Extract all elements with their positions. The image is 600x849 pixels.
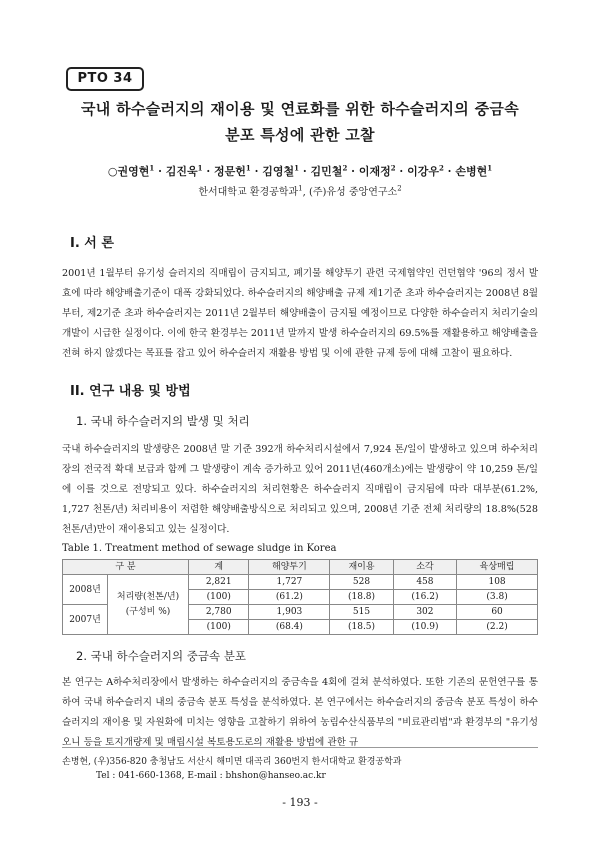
- author-affiliation-mark: 1: [197, 163, 203, 173]
- affiliations: [40, 183, 560, 198]
- table-cell: (18.5): [330, 620, 393, 635]
- table-cell: 302: [393, 605, 456, 620]
- table-cell: (10.9): [393, 620, 456, 635]
- footnote-contact: Tel : 041-660-1368, E-mail : bhshon@hanseo.ac.kr: [96, 771, 326, 781]
- heavy-metals-paragraph: 본 연구는 A하수처리장에서 발생하는 하수슬러지의 중금속을 4회에 걸쳐 분석하였다. 또한 기존의 문헌연구를 통하여 국내 하수슬러지 내의 중금속 분포 특성을 분석하였다. 본 연구에서는 하수슬러지의 중금속 분포 특성이 하수슬러지의 재이용 및 자원화에 미치는 영향을 고찰하기 위하여 농림수산식품부의 "비료관리법"과 환경부의 "유기성오니 등을 토지개량제 및 매립시설 복토용도로의 재활용 방법에 관한 규: [62, 677, 538, 748]
- unit-label-line1: 처리량(천톤/년): [116, 591, 180, 602]
- author-name: 김진욱: [165, 165, 198, 178]
- author-separator: ·: [347, 165, 359, 178]
- author-separator: ·: [202, 165, 215, 178]
- table-header-landfill: 육상매립: [457, 560, 538, 575]
- author-name: 김민철: [310, 165, 343, 178]
- table-cell: 1,903: [249, 605, 330, 620]
- table-header-row: [63, 560, 538, 575]
- affiliation-2-mark: 2: [397, 184, 402, 193]
- table-header-incineration: 소각: [393, 560, 456, 575]
- table-cell: 108: [457, 575, 538, 590]
- table-header-ocean: 해양투기: [249, 560, 330, 575]
- table-cell: (16.2): [393, 590, 456, 605]
- footnote-address: 손병현, (우)356-820 충청남도 서산시 해미면 대곡리 360번지 한서대학교 환경공학과: [62, 757, 402, 767]
- author-separator: ·: [299, 165, 311, 178]
- treatment-table: [62, 559, 538, 635]
- author-separator: ·: [250, 165, 263, 178]
- table-cell: (100): [189, 590, 249, 605]
- table-row: [63, 575, 538, 590]
- table-caption: Table 1. Treatment method of sewage sludge in Korea: [62, 543, 337, 554]
- table-cell: 60: [457, 605, 538, 620]
- author-name: 이재정: [358, 165, 391, 178]
- page-number: - 193 -: [282, 796, 318, 809]
- session-code-badge: PTO 34: [66, 67, 144, 91]
- section-heading-methods: II. 연구 내용 및 방법: [70, 384, 191, 399]
- table-cell-unit-label: [108, 575, 189, 635]
- table-cell: 2,821: [189, 575, 249, 590]
- unit-label-line2: (구성비 %): [125, 606, 171, 617]
- table-cell: 528: [330, 575, 393, 590]
- author-name: 김영철: [262, 165, 295, 178]
- affiliation-separator: ,: [302, 187, 309, 198]
- table-cell: (18.8): [330, 590, 393, 605]
- table-header-reuse: 재이용: [330, 560, 393, 575]
- paper-title-line1: 국내 하수슬러지의 재이용 및 연료화를 위한 하수슬러지의 중금속: [81, 100, 519, 118]
- author-affiliation-mark: 1: [487, 163, 493, 173]
- author-affiliation-mark: 1: [149, 163, 155, 173]
- table-cell-year: 2007년: [63, 605, 108, 635]
- footnote-divider: [62, 747, 538, 748]
- table-cell: (3.8): [457, 590, 538, 605]
- author-separator: ·: [154, 165, 166, 178]
- author-separator: ·: [443, 165, 456, 178]
- table-cell: 2,780: [189, 605, 249, 620]
- author-separator: ·: [395, 165, 408, 178]
- paper-title-line2: 분포 특성에 관한 고찰: [225, 126, 375, 144]
- table-cell: (68.4): [249, 620, 330, 635]
- author-name: 권영현: [117, 165, 150, 178]
- author-name: 이강우: [407, 165, 439, 178]
- author-affiliation-mark: 1: [245, 163, 251, 173]
- author-affiliation-mark: 2: [438, 163, 444, 173]
- intro-paragraph: 2001년 1월부터 유기성 슬러지의 직매립이 금지되고, 폐기물 해양투기 관련 국제협약인 런던협약 '96의 정서 발효에 따라 해양배출기준이 대폭 강화되었다. 하수슬러지의 해양배출 규제 제1기준 초과 하수슬러지는 2008년 8월부터, 제2기준 초과 하수슬러지는 2011년 2월부터 해양배출이 금지될 예정이므로 다양한 하수슬러지 처리기술의 개발이 시급한 실정이다. 이에 한국 환경부는 2011년 말까지 발생 하수슬러지의 69.5%를 재활용하고 해양배출을 전혀 하지 않겠다는 목표를 잡고 있어 하수슬러지 재활용 방법 및 이에 관한 규제 등에 대해 고찰이 필요하다.: [62, 268, 538, 359]
- author-name: 손병현: [455, 165, 488, 178]
- table-cell: 515: [330, 605, 393, 620]
- table-header-total: 계: [189, 560, 249, 575]
- generation-paragraph: 국내 하수슬러지의 발생량은 2008년 말 기준 392개 하수처리시설에서 7,924 톤/일이 발생하고 있으며 하수처리장의 전국적 확대 보급과 함께 그 발생량이 계속 증가하고 있어 2011년(460개소)에는 발생량이 약 10,259 톤/일에 이를 것으로 전망되고 있다. 하수슬러지의 처리현황은 하수슬러지 직매립이 금지됨에 따라 대부분(61.2%, 1,727 천톤/년) 처리비용이 저렴한 해양배출방식으로 처리되고 있으며, 2008년 기준 전체 처리량의 18.8%(528 천톤/년)만이 재이용되고 있는 실정이다.: [62, 444, 538, 535]
- author-affiliation-mark: 2: [342, 163, 348, 173]
- affiliation-1: 한서대학교 환경공학과: [198, 187, 299, 198]
- table-header-category: 구 분: [63, 560, 189, 575]
- table-cell: 458: [393, 575, 456, 590]
- author-name: 정문헌: [214, 165, 246, 178]
- author-list: [40, 163, 560, 179]
- table-cell: (61.2): [249, 590, 330, 605]
- presenter-mark: ○: [107, 165, 118, 178]
- corresponding-author-footnote: [62, 755, 401, 783]
- table-cell-year: 2008년: [63, 575, 108, 605]
- table-cell: (2.2): [457, 620, 538, 635]
- affiliation-1-mark: 1: [298, 184, 303, 193]
- table-cell: (100): [189, 620, 249, 635]
- author-affiliation-mark: 2: [390, 163, 396, 173]
- affiliation-2: (주)유성 중앙연구소: [308, 187, 398, 198]
- subsection-heading-heavy-metals: 2. 국내 하수슬러지의 중금속 분포: [76, 649, 247, 663]
- author-names: [117, 165, 492, 178]
- section-heading-intro: I. 서 론: [70, 236, 114, 251]
- subsection-heading-generation: 1. 국내 하수슬러지의 발생 및 처리: [76, 414, 250, 428]
- author-affiliation-mark: 1: [294, 163, 300, 173]
- table-cell: 1,727: [249, 575, 330, 590]
